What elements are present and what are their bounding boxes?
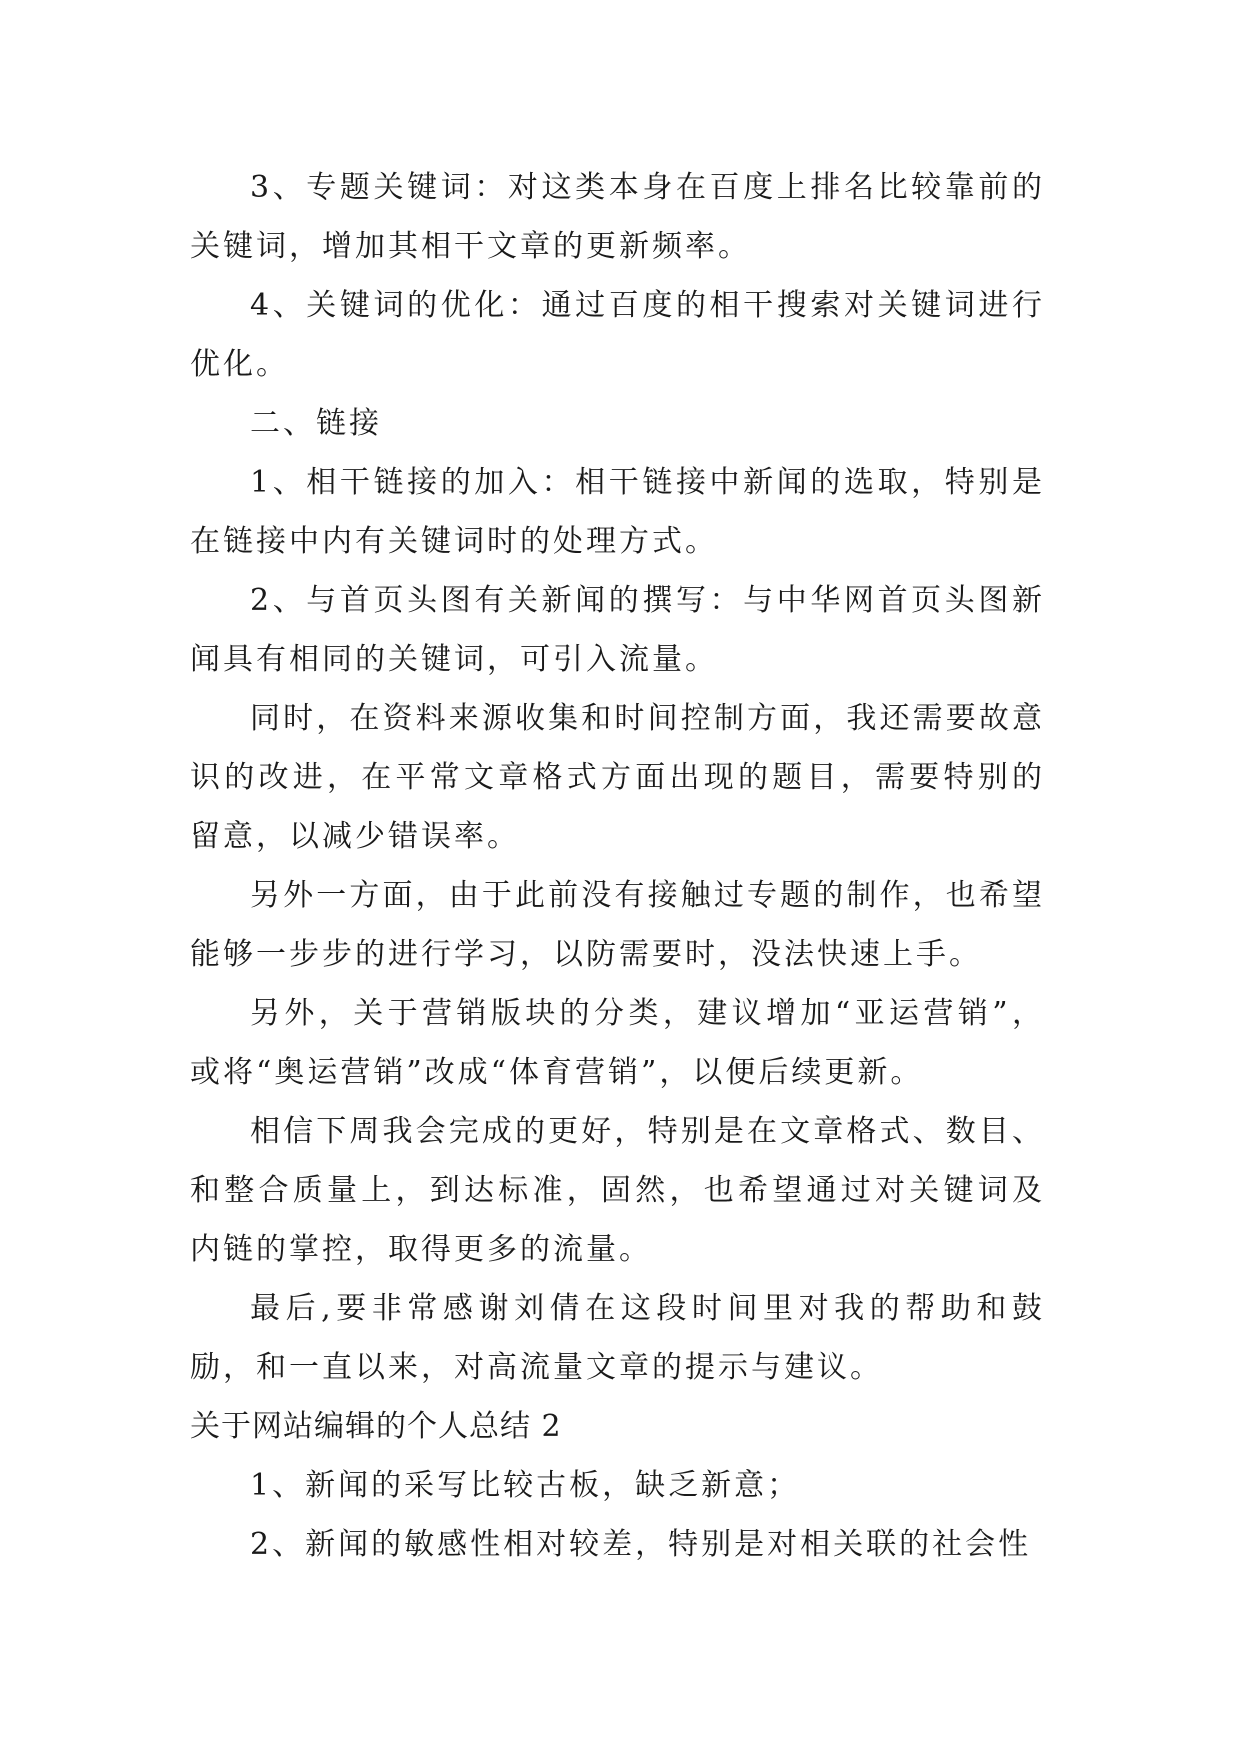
paragraph: 最后,要非常感谢刘倩在这段时间里对我的帮助和鼓励，和一直以来，对高流量文章的提示与建议。: [190, 1291, 1045, 1385]
paragraph: 3、专题关键词：对这类本身在百度上排名比较靠前的关键词，增加其相干文章的更新频率。: [190, 170, 1045, 264]
paragraph: 1、相干链接的加入：相干链接中新闻的选取，特别是在链接中内有关键词时的处理方式。: [190, 465, 1045, 559]
paragraph: 同时，在资料来源收集和时间控制方面，我还需要故意识的改进，在平常文章格式方面出现的题目，需要特别的留意，以减少错误率。: [190, 701, 1045, 854]
paragraph: 另外一方面，由于此前没有接触过专题的制作，也希望能够一步步的进行学习，以防需要时，没法快速上手。: [190, 878, 1045, 972]
paragraph: 2、与首页头图有关新闻的撰写：与中华网首页头图新闻具有相同的关键词，可引入流量。: [190, 583, 1045, 677]
document-body: [190, 158, 1045, 1574]
paragraph: 另外，关于营销版块的分类，建议增加“亚运营销”，或将“奥运营销”改成“体育营销”，以便后续更新。: [190, 996, 1045, 1090]
section-heading: 二、链接: [250, 406, 382, 441]
paragraph: 4、关键词的优化：通过百度的相干搜索对关键词进行优化。: [190, 288, 1045, 382]
paragraph: 相信下周我会完成的更好，特别是在文章格式、数目、和整合质量上，到达标准，固然，也希望通过对关键词及内链的掌控，取得更多的流量。: [190, 1114, 1045, 1267]
document-title: 关于网站编辑的个人总结 2: [190, 1409, 562, 1444]
paragraph: 1、新闻的采写比较古板，缺乏新意；: [250, 1468, 801, 1503]
paragraph: 2、新闻的敏感性相对较差，特别是对相关联的社会性: [250, 1527, 1032, 1562]
